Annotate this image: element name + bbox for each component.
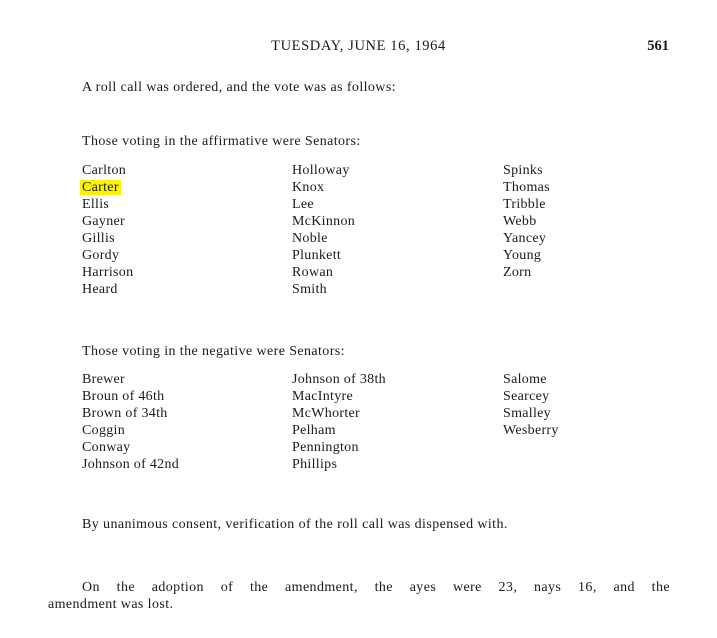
senator-name: Pelham xyxy=(292,423,336,438)
negative-col-2 xyxy=(292,371,386,473)
senator-name: Zorn xyxy=(503,265,532,280)
senator-name: Gayner xyxy=(82,214,126,229)
senator-name: Coggin xyxy=(82,423,126,438)
senator-name: Pennington xyxy=(292,440,359,455)
senator-name: Spinks xyxy=(503,163,543,178)
senator-name: Smith xyxy=(292,282,327,297)
verification-statement: By unanimous consent, verification of the roll call was dispensed with. xyxy=(82,517,508,532)
senator-name: Plunkett xyxy=(292,248,342,263)
senator-name: Holloway xyxy=(292,163,350,178)
senator-name: Johnson of 42nd xyxy=(82,457,180,472)
affirmative-col-1 xyxy=(82,162,133,298)
affirmative-col-2 xyxy=(292,162,355,298)
senator-name: Phillips xyxy=(292,457,338,472)
senator-name: Gordy xyxy=(82,248,120,263)
senator-name: Rowan xyxy=(292,265,334,280)
amendment-result xyxy=(48,579,670,613)
senator-name: Heard xyxy=(82,282,118,297)
senator-name: Brewer xyxy=(82,372,126,387)
amendment-result-line-2: amendment was lost. xyxy=(48,597,174,612)
senator-name: Johnson of 38th xyxy=(292,372,386,387)
roll-call-intro: A roll call was ordered, and the vote was as follows: xyxy=(82,80,396,95)
senator-name: Ellis xyxy=(82,197,110,212)
senator-name: Conway xyxy=(82,440,131,455)
senator-name: Smalley xyxy=(503,406,551,421)
senator-name: McKinnon xyxy=(292,214,356,229)
affirmative-col-3 xyxy=(503,162,550,281)
senator-name: McWhorter xyxy=(292,406,361,421)
senator-name: Yancey xyxy=(503,231,547,246)
senator-name: Broun of 46th xyxy=(82,389,165,404)
senator-name: Noble xyxy=(292,231,328,246)
senator-name: Webb xyxy=(503,214,537,229)
page-header-title: TUESDAY, JUNE 16, 1964 xyxy=(271,38,446,54)
highlight-marker: Carter xyxy=(82,180,119,195)
senator-name: MacIntyre xyxy=(292,389,354,404)
senator-name-highlighted xyxy=(82,179,133,196)
senator-name: Salome xyxy=(503,372,547,387)
negative-col-1 xyxy=(82,371,179,473)
senator-name: Harrison xyxy=(82,265,134,280)
affirmative-heading: Those voting in the affirmative were Senators: xyxy=(82,134,361,149)
senator-name: Brown of 34th xyxy=(82,406,168,421)
negative-heading: Those voting in the negative were Senators: xyxy=(82,344,345,359)
senator-name: Searcey xyxy=(503,389,550,404)
senator-name: Tribble xyxy=(503,197,546,212)
amendment-result-line-1: On the adoption of the amendment, the ayes were 23, nays 16, and the xyxy=(82,580,670,595)
senator-name: Thomas xyxy=(503,180,550,195)
senator-name: Carlton xyxy=(82,163,127,178)
negative-col-3 xyxy=(503,371,559,439)
senator-name: Gillis xyxy=(82,231,115,246)
senator-name: Lee xyxy=(292,197,314,212)
senator-name: Knox xyxy=(292,180,325,195)
senator-name: Wesberry xyxy=(503,423,559,438)
page-number: 561 xyxy=(647,38,669,54)
senator-name: Young xyxy=(503,248,542,263)
